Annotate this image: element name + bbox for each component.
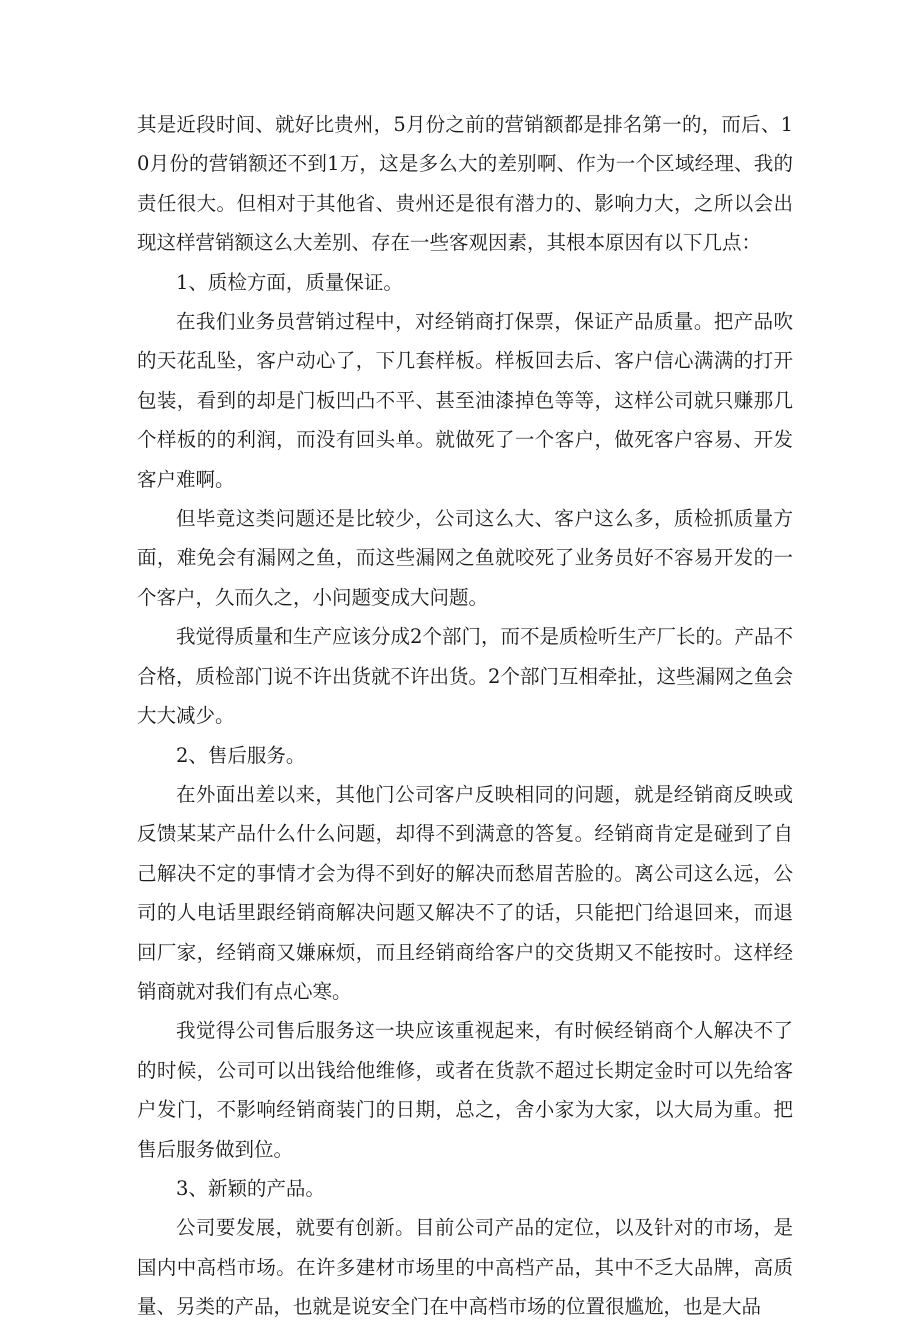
- paragraph-continuation: 其是近段时间、就好比贵州，5月份之前的营销额都是排名第一的，而后、10月份的营销额还不到1万，这是多么大的差别啊、作为一个区域经理、我的责任很大。但相对于其他省、贵州还是很有潜力的、影响力大，之所以会出现这样营销额这么大差别、存在一些客观因素，其根本原因有以下几点：: [137, 113, 793, 255]
- paragraph: 公司要发展，就要有创新。目前公司产品的定位，以及针对的市场，是国内中高档市场。在许多建材市场里的中高档产品，其中不乏大品牌，高质量、另类的产品，也就是说安全门在中高档市场的位置很尴尬，也是大品: [137, 1216, 793, 1319]
- paragraph: 我觉得质量和生产应该分成2个部门，而不是质检听生产厂长的。产品不合格，质检部门说不许出货就不许出货。2个部门互相牵扯，这些漏网之鱼会大大减少。: [137, 625, 793, 728]
- paragraph: 在我们业务员营销过程中，对经销商打保票，保证产品质量。把产品吹的天花乱坠，客户动心了，下几套样板。样板回去后、客户信心满满的打开包装，看到的却是门板凹凸不平、甚至油漆掉色等等，这样公司就只赚那几个样板的的利润，而没有回头单。就做死了一个客户，做死客户容易、开发客户难啊。: [137, 310, 793, 491]
- section-heading-new-products: 3、新颖的产品。: [176, 1176, 325, 1200]
- paragraph: 我觉得公司售后服务这一块应该重视起来，有时候经销商个人解决不了的时候，公司可以出钱给他维修，或者在货款不超过长期定金时可以先给客户发门，不影响经销商装门的日期，总之，舍小家为大家，以大局为重。把售后服务做到位。: [137, 1019, 793, 1161]
- paragraph: 在外面出差以来，其他门公司客户反映相同的问题，就是经销商反映或反馈某某产品什么什么问题，却得不到满意的答复。经销商肯定是碰到了自己解决不定的事情才会为得不到好的解决而愁眉苦脸的。离公司这么远，公司的人电话里跟经销商解决问题又解决不了的话，只能把门给退回来，而退回厂家，经销商又嫌麻烦，而且经销商给客户的交货期又不能按时。这样经销商就对我们有点心寒。: [137, 782, 793, 1003]
- section-heading-quality: 1、质检方面，质量保证。: [176, 270, 403, 294]
- document-body: [137, 105, 793, 1327]
- paragraph: 但毕竟这类问题还是比较少，公司这么大、客户这么多，质检抓质量方面，难免会有漏网之鱼，而这些漏网之鱼就咬死了业务员好不容易开发的一个客户，久而久之，小问题变成大问题。: [137, 507, 793, 609]
- section-heading-after-sales: 2、售后服务。: [176, 743, 306, 767]
